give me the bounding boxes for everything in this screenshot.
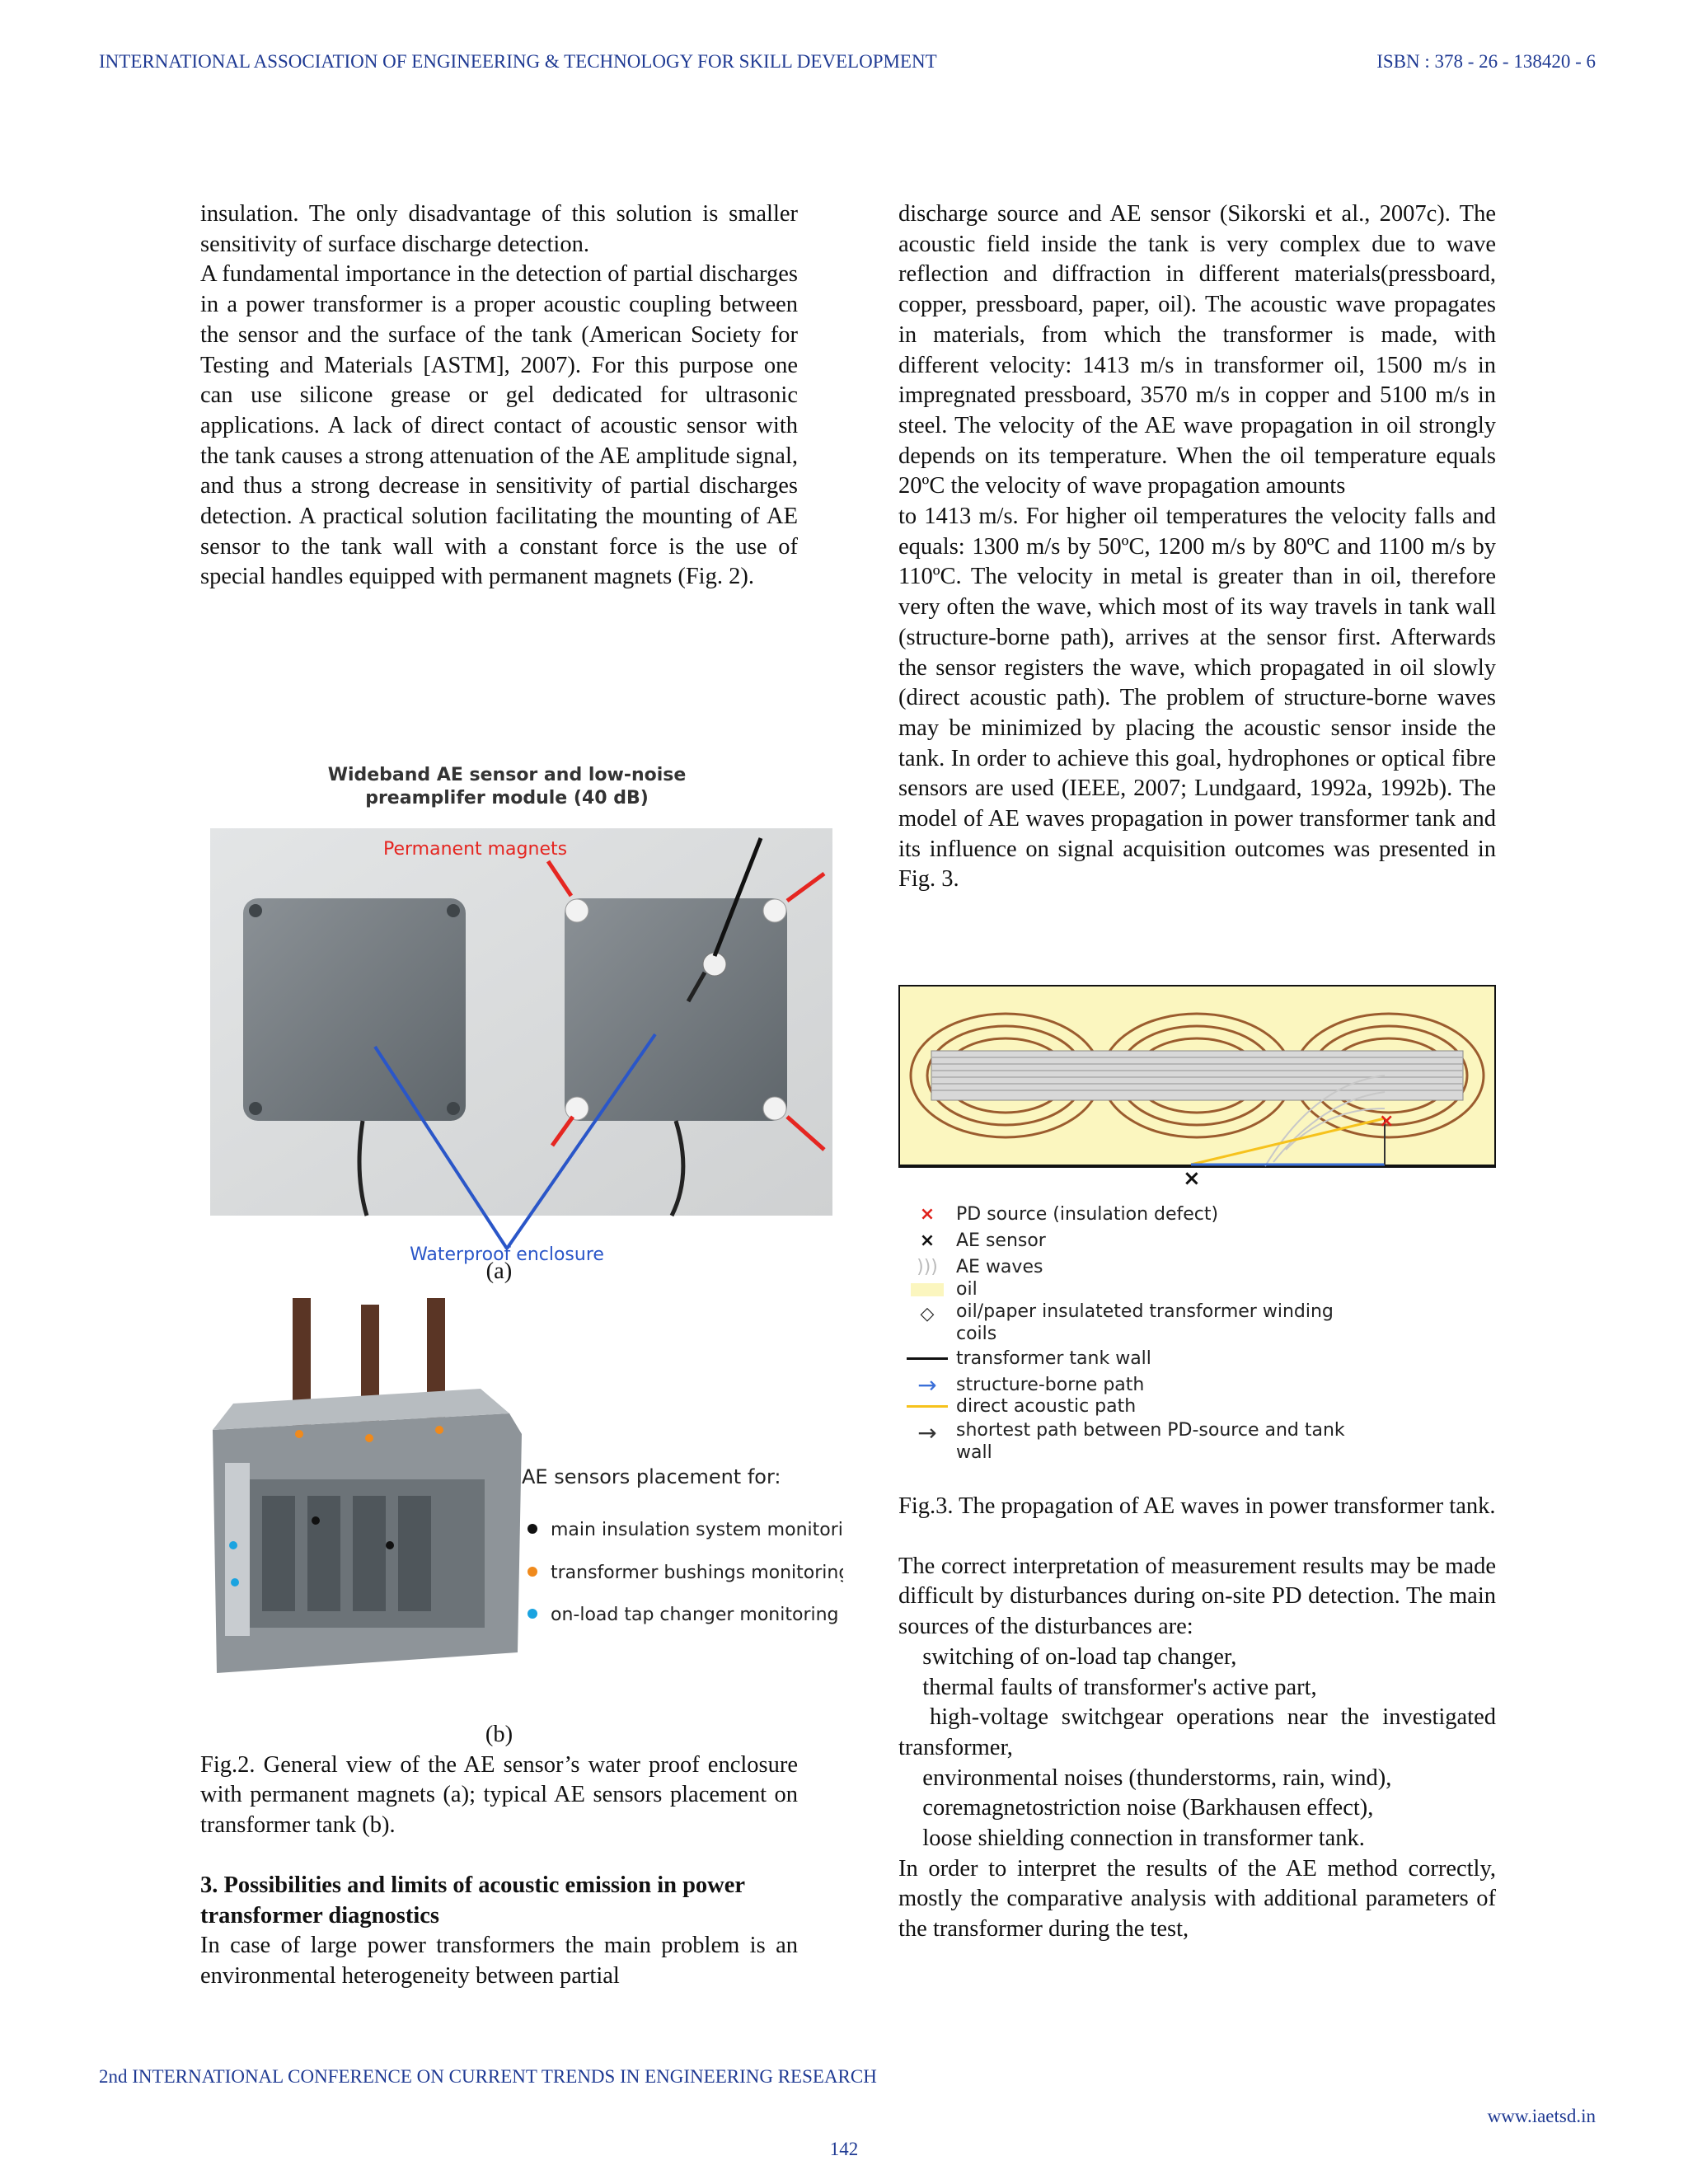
right-column-bottom bbox=[898, 1492, 1496, 1945]
magnet bbox=[565, 899, 588, 922]
legend-item: transformer tank wall bbox=[898, 1347, 1151, 1370]
tank-propagation-diagram bbox=[898, 985, 1496, 1187]
ae-sensor-icon: × bbox=[919, 1230, 935, 1251]
legend-item: direct acoustic path bbox=[898, 1395, 1136, 1418]
paragraph: discharge source and AE sensor (Sikorski et al., 2007c). The acoustic field inside the tank is very complex due to wave reflection and diffraction in different materials(pressboard, copper, pressboard, paper, oil). The acoustic wave propagates in materials, from which the transformer is made, with different velocity: 1413 m/s in transformer oil, 1500 m/s in impregnated pressboard, 3570 m/s in copper and 5100 m/s in steel. The velocity of the AE wave propagation in oil strongly depends on its temperature. When the oil temperature equals 20ºC the velocity of wave propagation amounts bbox=[898, 201, 1496, 499]
list-item: thermal faults of transformer's active part, bbox=[898, 1674, 1293, 1700]
right-column-top bbox=[898, 199, 1496, 895]
legend-item: → shortest path between PD-source and tank wall bbox=[898, 1419, 1352, 1464]
left-enclosure bbox=[243, 898, 466, 1121]
pd-source-mark: × bbox=[1379, 1111, 1395, 1132]
right-enclosure bbox=[565, 898, 787, 1121]
magnet bbox=[763, 1097, 786, 1120]
figure-2b bbox=[200, 1298, 843, 1702]
shortest-path-arrow-icon: → bbox=[917, 1419, 937, 1446]
structure-borne-arrow-icon: → bbox=[917, 1371, 937, 1399]
list-item: loose shielding connection in transformer tank. bbox=[898, 1825, 1341, 1852]
label-enclosure: Waterproof enclosure bbox=[410, 1244, 604, 1265]
label-sensor-2: preamplifer module (40 dB) bbox=[365, 788, 649, 808]
figure-2b-sublabel: (b) bbox=[485, 1722, 513, 1747]
left-column-bottom bbox=[200, 1720, 798, 1992]
legend-item: ))) AE waves bbox=[898, 1256, 1043, 1278]
pd-source-icon: × bbox=[919, 1204, 935, 1225]
winding-coil-icon: ◇ bbox=[920, 1304, 935, 1324]
tank-wall-icon bbox=[898, 1357, 956, 1360]
magnet bbox=[763, 899, 786, 922]
list-item: environmental noises (thunderstorms, rain, wind), bbox=[898, 1765, 1368, 1791]
sensor-module bbox=[703, 953, 726, 976]
page-number: 142 bbox=[829, 2139, 859, 2159]
sensor-enclosure-photo bbox=[210, 762, 832, 1282]
ae-waves-icon: ))) bbox=[917, 1257, 938, 1277]
section-heading: 3. Possibilities and limits of acoustic emission in power transformer diagnostics bbox=[200, 1872, 745, 1929]
label-sensor-1: Wideband AE sensor and low-noise bbox=[327, 765, 687, 785]
legend-item: → structure-borne path bbox=[898, 1371, 1144, 1399]
legend-item: × PD source (insulation defect) bbox=[898, 1203, 1218, 1226]
legend-item: ◇ oil/paper insulateted transformer winding coils bbox=[898, 1301, 1352, 1345]
legend-dot-main bbox=[528, 1524, 537, 1534]
oil-swatch-icon bbox=[898, 1283, 956, 1296]
legend-item: oil bbox=[898, 1278, 978, 1301]
figure-2a bbox=[210, 762, 832, 1282]
list-item: coremagnetostriction noise (Barkhausen effect), bbox=[898, 1795, 1350, 1821]
legend-tapchanger: on-load tap changer monitoring bbox=[551, 1605, 839, 1625]
paragraph: A fundamental importance in the detection of partial discharges in a power transformer is a proper acoustic coupling between the sensor and the surface of the tank (American Society for Testing and Materials [ASTM], 2007). For this purpose one can use silicone grease or gel dedicated for ultrasonic applications. A lack of direct contact of acoustic sensor with the tank causes a strong attenuation of the AE amplitude signal, and thus a strong decrease in sensitivity of partial discharges detection. A practical solution facilitating the mounting of AE sensor to the tank wall with a constant force is the use of special handles equipped with permanent magnets (Fig. 2). bbox=[200, 261, 798, 590]
header-title: INTERNATIONAL ASSOCIATION OF ENGINEERING & TECHNOLOGY FOR SKILL DEVELOPMENT bbox=[99, 51, 937, 72]
paragraph: In case of large power transformers the main problem is an environmental heterogeneity between partial bbox=[200, 1933, 798, 1989]
legend-dot-bushings bbox=[528, 1567, 537, 1577]
direct-path-icon bbox=[898, 1405, 956, 1408]
list-item: switching of on-load tap changer, bbox=[898, 1643, 1213, 1670]
figure-3 bbox=[898, 985, 1496, 1479]
legend-main: main insulation system monitoring bbox=[551, 1520, 843, 1540]
label-magnets: Permanent magnets bbox=[383, 839, 568, 860]
list-item: high-voltage switchgear operations near the investigated transformer, bbox=[898, 1704, 1496, 1760]
paragraph: In order to interpret the results of the AE method correctly, mostly the comparative analysis with additional parameters of the transformer during the test, bbox=[898, 1855, 1496, 1943]
footer-website-link[interactable]: www.iaetsd.in bbox=[1487, 2106, 1596, 2126]
paragraph: insulation. The only disadvantage of this solution is smaller sensitivity of surface discharge detection. bbox=[200, 201, 798, 257]
paragraph: The correct interpretation of measurement results may be made difficult by disturbances during on-site PD detection. The main sources of the disturbances are: bbox=[898, 1553, 1496, 1640]
legend-dot-tapchanger bbox=[528, 1609, 537, 1619]
footer-conference: 2nd INTERNATIONAL CONFERENCE ON CURRENT TRENDS IN ENGINEERING RESEARCH bbox=[99, 2066, 877, 2087]
figure-2-caption: Fig.2. General view of the AE sensor’s water proof enclosure with permanent magnets (a); typical AE sensors placement on transformer tank (b). bbox=[200, 1751, 798, 1839]
figure-2a-sublabel: (a) bbox=[485, 1258, 513, 1284]
header-isbn: ISBN : 378 - 26 - 138420 - 6 bbox=[1376, 51, 1596, 72]
paragraph: to 1413 m/s. For higher oil temperatures the velocity falls and equals: 1300 m/s by 50ºC, 1200 m/s by 80ºC and 1100 m/s by 110ºC. The velocity in metal is greater than in oil, therefore very often the wave, which most of its way travels in tank wall (structure-borne path), arrives at the sensor first. Afterwards the sensor registers the wave, which propagated in oil slowly (direct acoustic path). The problem of structure-borne waves may be minimized by placing the acoustic sensor inside the tank. In order to achieve this goal, hydrophones or optical fibre sensors are used (IEEE, 2007; Lundgaard, 1992a, 1992b). The model of AE waves propagation in power transformer tank and its influence on signal acquisition outcomes was presented in Fig. 3. bbox=[898, 504, 1496, 893]
left-column-top bbox=[200, 199, 798, 593]
placement-title: AE sensors placement for: bbox=[522, 1465, 781, 1488]
ae-sensor-mark: × bbox=[1183, 1166, 1201, 1187]
magnet bbox=[565, 1097, 588, 1120]
figure-3-caption: Fig.3. The propagation of AE waves in power transformer tank. bbox=[898, 1493, 1496, 1519]
legend-item: × AE sensor bbox=[898, 1230, 1046, 1252]
legend-bushings: transformer bushings monitoring bbox=[551, 1563, 843, 1583]
transformer-illustration bbox=[200, 1298, 843, 1702]
